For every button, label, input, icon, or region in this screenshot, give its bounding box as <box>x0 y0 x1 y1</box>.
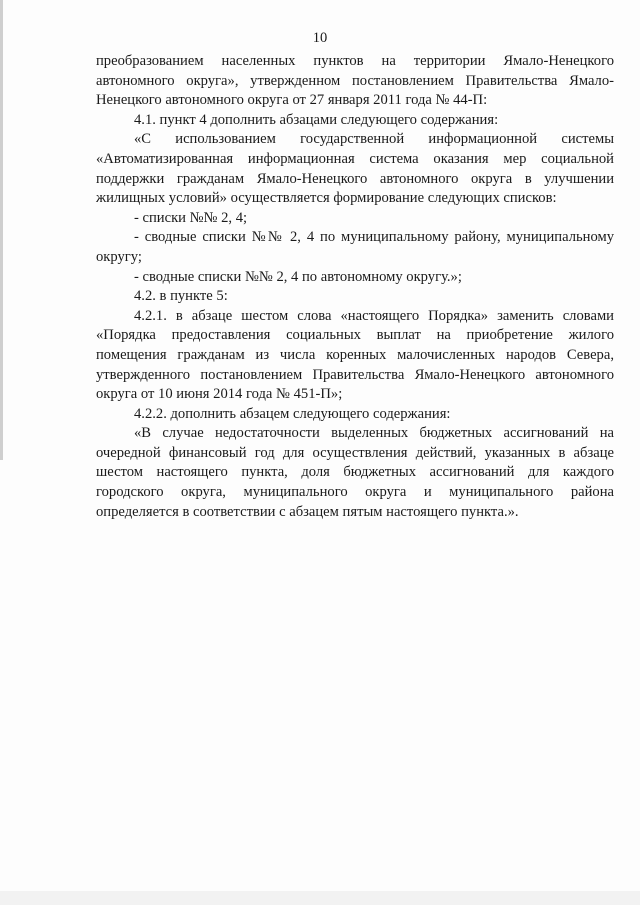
scan-bottom-edge <box>0 891 640 905</box>
paragraph-item-4-2-2: 4.2.2. дополнить абзацем следующего содержания: <box>134 405 451 422</box>
scan-left-edge <box>0 0 3 460</box>
paragraph-item-4-1: 4.1. пункт 4 дополнить абзацами следующего содержания: <box>134 111 499 128</box>
paragraph-list-item: - списки №№ 2, 4; <box>134 209 248 226</box>
document-body <box>96 52 614 522</box>
paragraph-quote-gis: «С использованием государственной информационной системы «Автоматизированная информационная система оказания мер социальной поддержки гражданам Ямало-Ненецкого автономного округа в улучшении жилищных условий» осуществляется формирование следующих списков: <box>96 131 614 207</box>
paragraph-continuation: преобразованием населенных пунктов на территории Ямало-Ненецкого автономного округа», утвержденном постановлением Правительства Ямало-Ненецкого автономного округа от 27 января 2011 года № 44-П: <box>96 53 614 109</box>
page-number: 10 <box>312 30 328 46</box>
paragraph-item-4-2-1: 4.2.1. в абзаце шестом слова «настоящего Порядка» заменить словами «Порядка предоставления социальных выплат на приобретение жилого помещения гражданам из числа коренных малочисленных народов Севера, утвержденного постановлением Правительства Ямало-Ненецкого автономного округа от 10 июня 2014 года № 451-П»; <box>96 307 614 403</box>
paragraph-quote-budget: «В случае недостаточности выделенных бюджетных ассигнований на очередной финансовый год для осуществления действий, указанных в абзаце шестом настоящего пункта, доля бюджетных ассигнований для каждого городского округа, муниципального округа и муниципального района определяется в соответствии с абзацем пятым настоящего пункта.». <box>96 425 614 520</box>
paragraph-list-item: - сводные списки №№ 2, 4 по автономному округу.»; <box>134 268 462 285</box>
paragraph-item-4-2: 4.2. в пункте 5: <box>134 288 228 305</box>
paragraph-list-item: - сводные списки №№ 2, 4 по муниципальному району, муниципальному округу; <box>96 229 614 265</box>
